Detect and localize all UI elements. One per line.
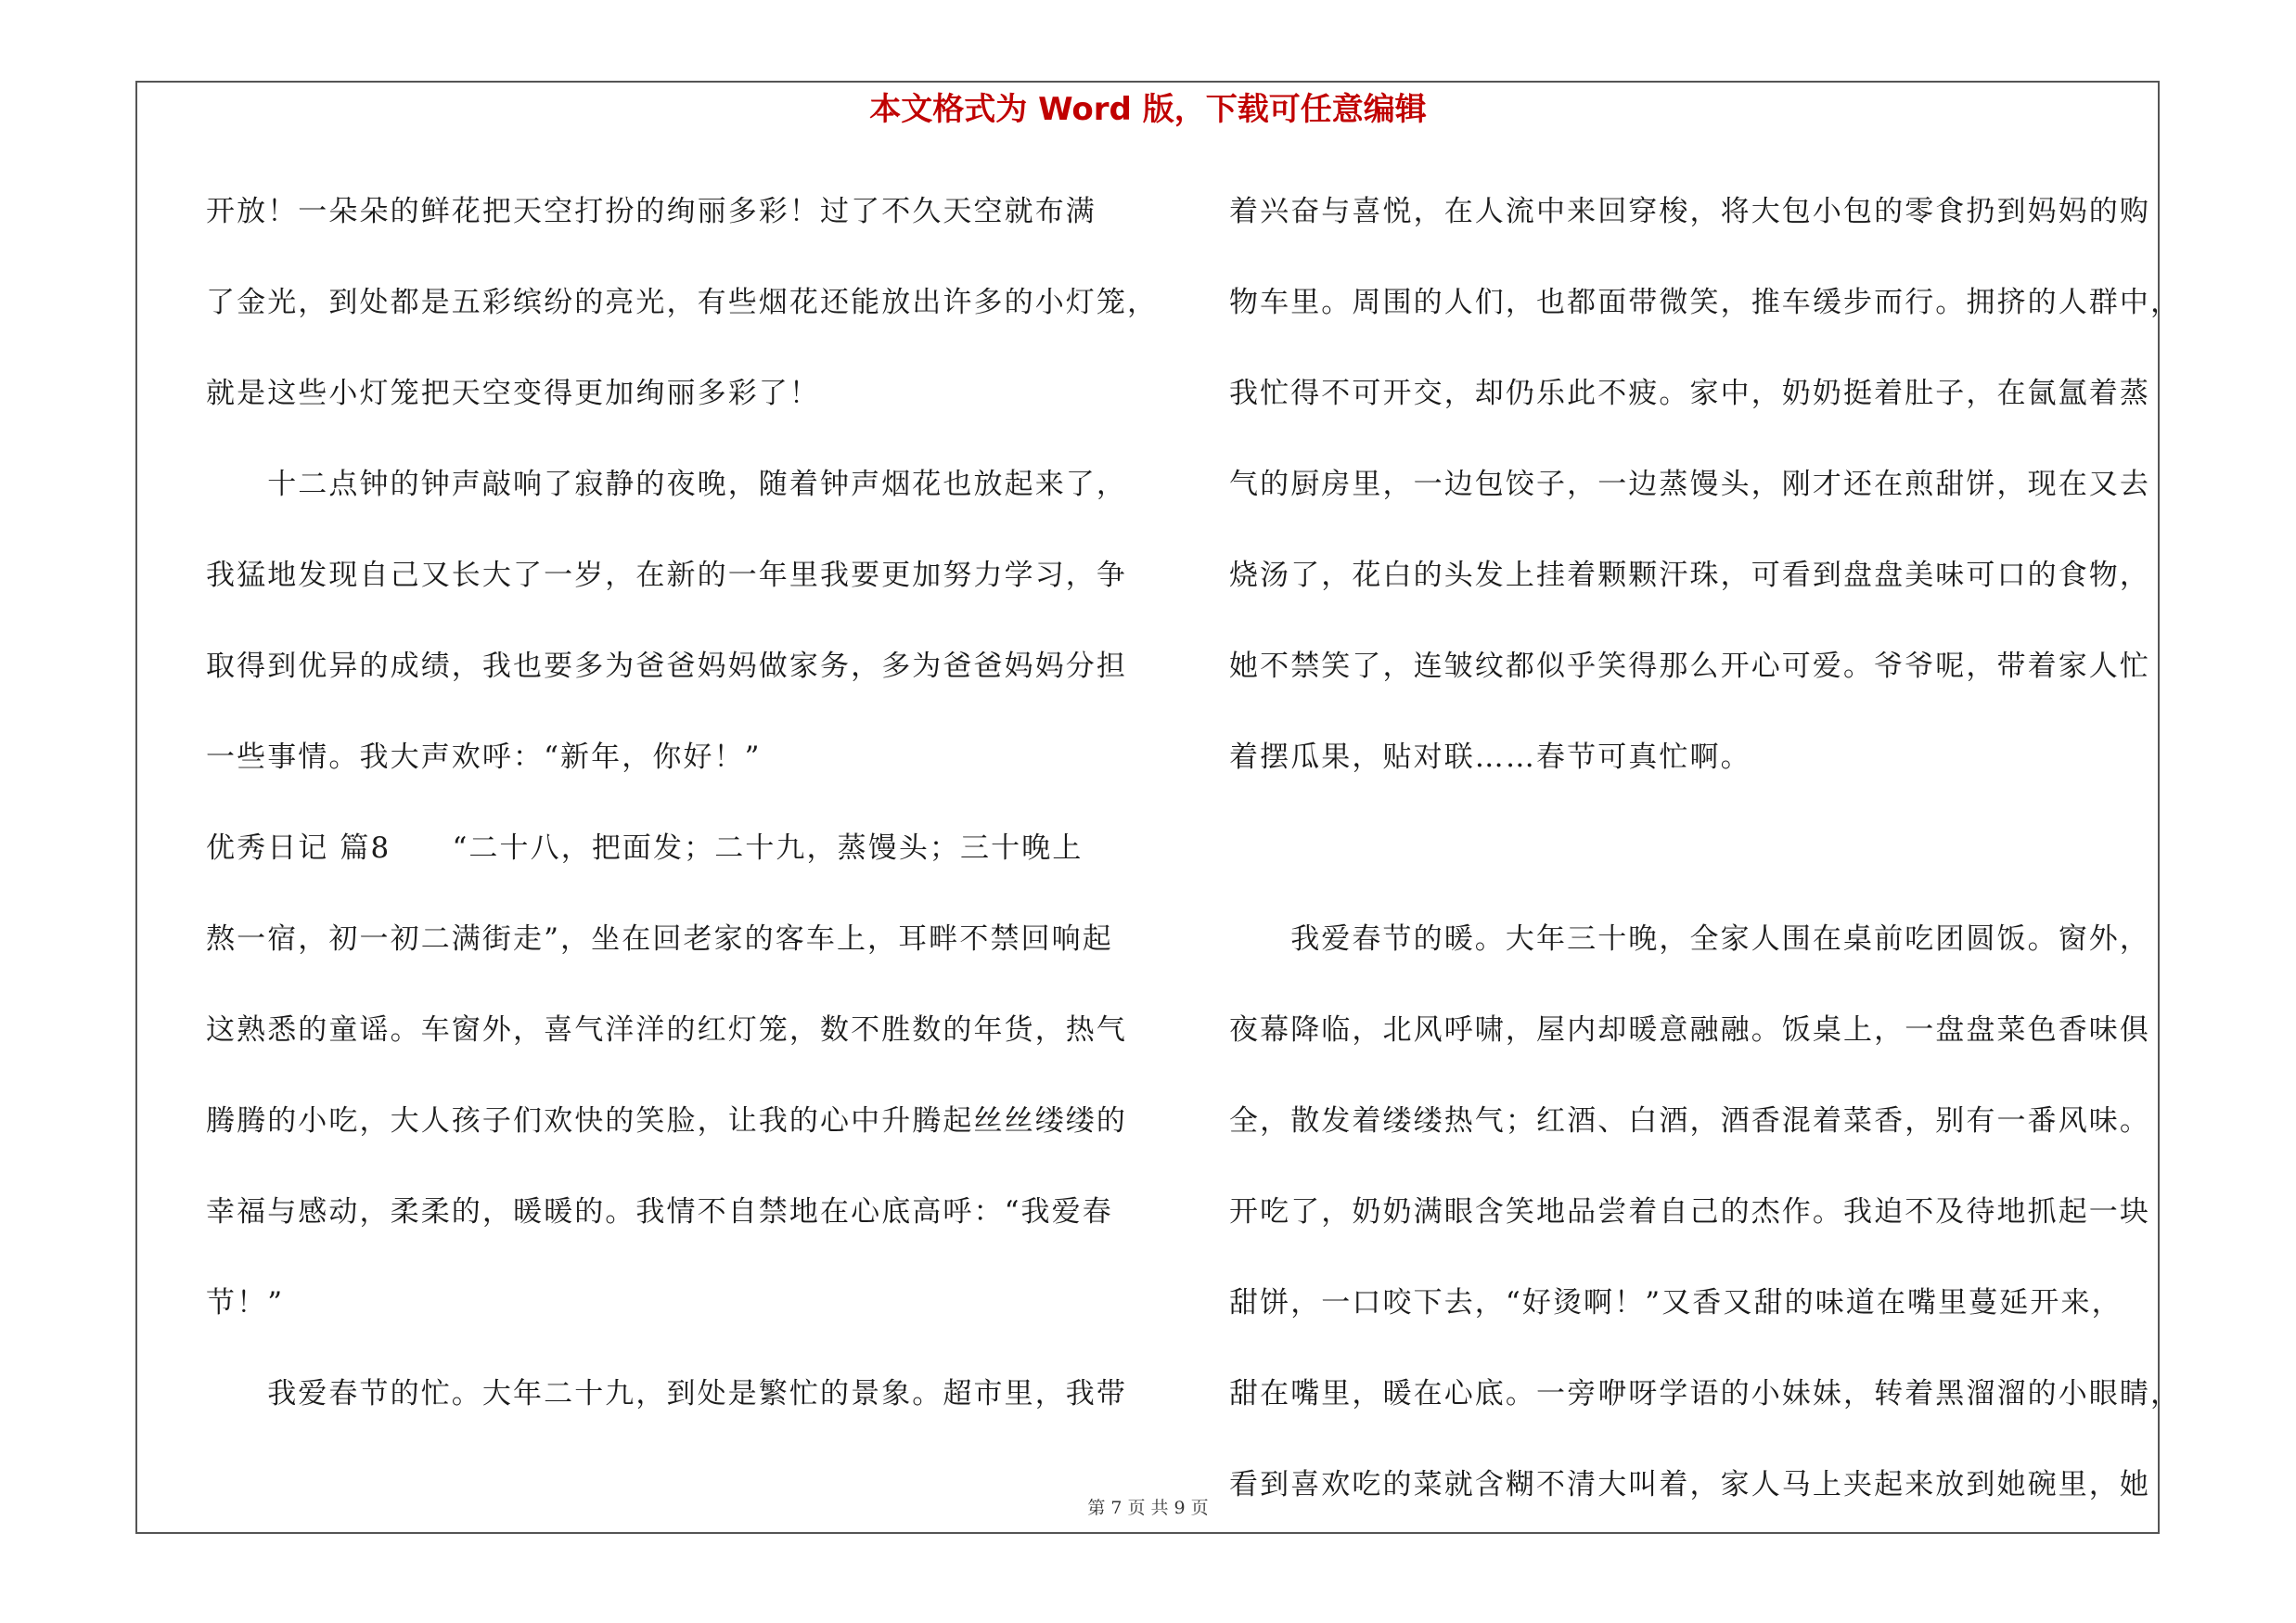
text-line: 这熟悉的童谣。车窗外，喜气洋洋的红灯笼，数不胜数的年货，热气 [206, 1013, 1127, 1047]
page-footer: 第 7 页 共 9 页 [1087, 1498, 1209, 1518]
text-line: 节！” [206, 1286, 285, 1320]
text-line: 十二点钟的钟声敲响了寂静的夜晚，随着钟声烟花也放起来了， [206, 468, 1127, 501]
text-line: 开吃了，奶奶满眼含笑地品尝着自己的杰作。我迫不及待地抓起一块 [1229, 1195, 2150, 1229]
right-column [1229, 181, 2182, 1545]
text-line: 甜饼，一口咬下去，“好烫啊！”又香又甜的味道在嘴里蔓延开来， [1229, 1286, 2123, 1320]
text-line: 就是这些小灯笼把天空变得更加绚丽多彩了！ [206, 377, 820, 410]
text-line: 气的厨房里，一边包饺子，一边蒸馒头，刚才还在煎甜饼，现在又去 [1229, 468, 2150, 501]
text-line: 我猛地发现自己又长大了一岁，在新的一年里我要更加努力学习，争 [206, 559, 1127, 592]
text-line: 看到喜欢吃的菜就含糊不清大叫着，家人马上夹起来放到她碗里，她 [1229, 1468, 2150, 1501]
text-line: 着摆瓜果，贴对联……春节可真忙啊。 [1229, 741, 1751, 774]
text-line: 她不禁笑了，连皱纹都似乎笑得那么开心可爱。爷爷呢，带着家人忙 [1229, 650, 2150, 683]
text-line [1229, 818, 2166, 908]
text-line: 熬一宿，初一初二满街走”，坐在回老家的客车上，耳畔不禁回响起 [206, 922, 1113, 956]
text-line: 一些事情。我大声欢呼：“新年，你好！” [206, 741, 762, 774]
text-line: 幸福与感动，柔柔的，暖暖的。我情不自禁地在心底高呼：“我爱春 [206, 1195, 1113, 1229]
text-line: 腾腾的小吃，大人孩子们欢快的笑脸，让我的心中升腾起丝丝缕缕的 [206, 1104, 1127, 1138]
text-line: 我爱春节的忙。大年二十九，到处是繁忙的景象。超市里，我带 [206, 1377, 1127, 1410]
text-line: 优秀日记 篇8 “二十八，把面发；二十九，蒸馒头；三十晚上 [206, 831, 1084, 865]
text-line: 取得到优异的成绩，我也要多为爸爸妈妈做家务，多为爸爸妈妈分担 [206, 650, 1127, 683]
text-line: 我爱春节的暖。大年三十晚，全家人围在桌前吃团圆饭。窗外， [1229, 922, 2150, 956]
text-line: 物车里。周围的人们，也都面带微笑，推车缓步而行。拥挤的人群中， [1229, 286, 2182, 319]
text-line: 了金光，到处都是五彩缤纷的亮光，有些烟花还能放出许多的小灯笼， [206, 286, 1159, 319]
text-line: 我忙得不可开交，却仍乐此不疲。家中，奶奶挺着肚子，在氤氲着蒸 [1229, 377, 2150, 410]
left-column [206, 181, 1159, 1454]
text-line: 甜在嘴里，暖在心底。一旁咿呀学语的小妹妹，转着黑溜溜的小眼睛， [1229, 1377, 2182, 1410]
document-header: 本文格式为 Word 版，下载可任意编辑 [869, 91, 1427, 128]
text-line: 开放！一朵朵的鲜花把天空打扮的绚丽多彩！过了不久天空就布满 [206, 195, 1097, 228]
text-line: 烧汤了，花白的头发上挂着颗颗汗珠，可看到盘盘美味可口的食物， [1229, 559, 2150, 592]
text-line: 全，散发着缕缕热气；红酒、白酒，酒香混着菜香，别有一番风味。 [1229, 1104, 2150, 1138]
text-line: 着兴奋与喜悦，在人流中来回穿梭，将大包小包的零食扔到妈妈的购 [1229, 195, 2150, 228]
text-line: 夜幕降临，北风呼啸，屋内却暖意融融。饭桌上，一盘盘菜色香味俱 [1229, 1013, 2150, 1047]
